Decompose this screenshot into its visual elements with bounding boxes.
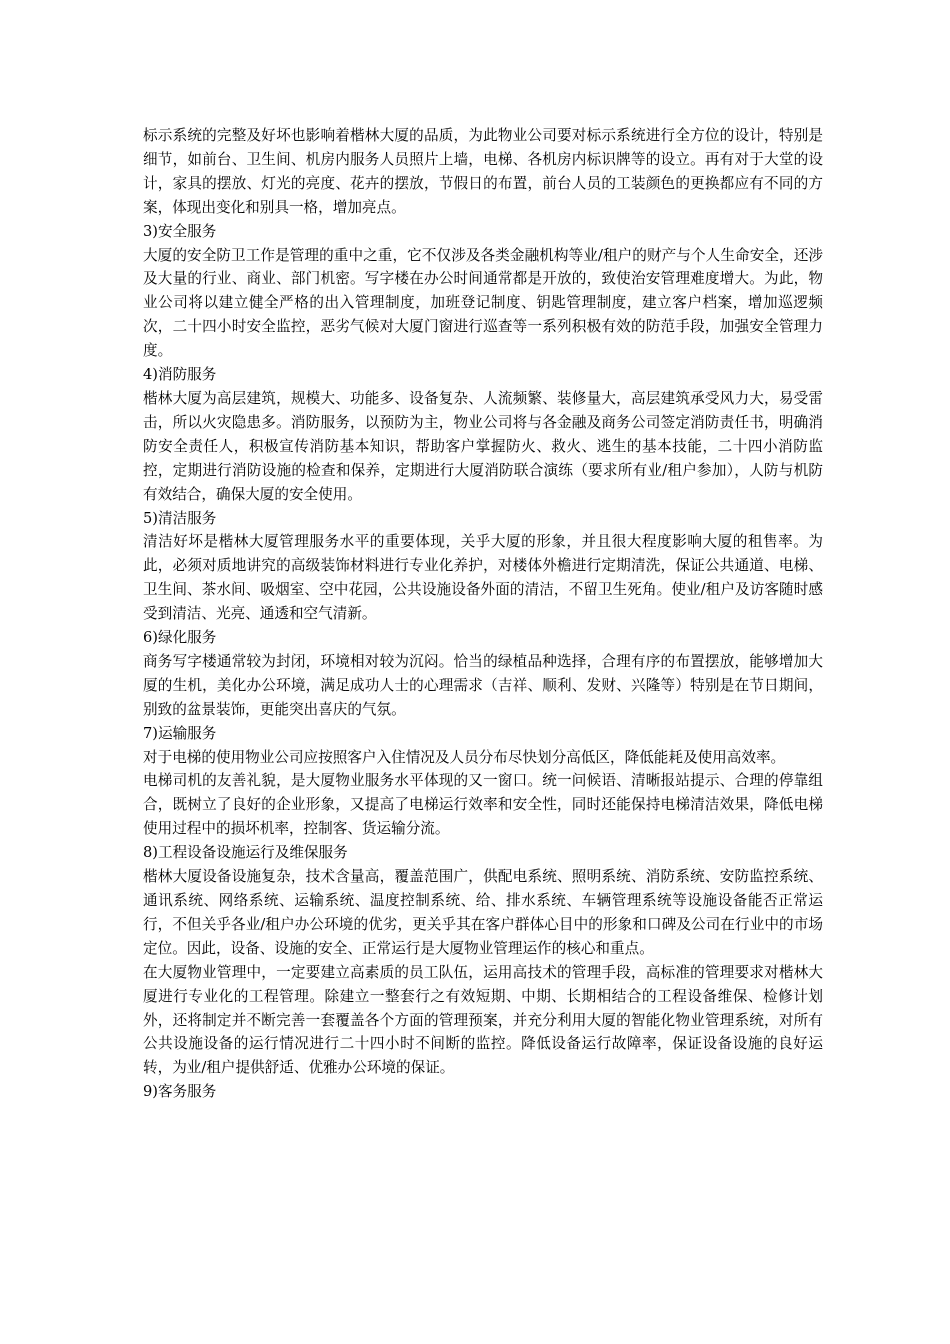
- heading-security-service: 3)安全服务: [143, 222, 217, 240]
- heading-guest-service: 9)客务服务: [143, 1083, 217, 1101]
- paragraph-security: 大厦的安全防卫工作是管理的重中之重，它不仅涉及各类金融机构等业/租户的财产与个人生命安全，还涉及大量的行业、商业、部门机密。写字楼在办公时间通常都是开放的，致使治安管理难度增大。为此，物业公司将以建立健全严格的出入管理制度，加班登记制度、钥匙管理制度，建立客户档案，增加巡逻频次，二十四小时安全监控，恶劣气候对大厦门窗进行巡查等一系列积极有效的防范手段，加强安全管理力度。: [143, 246, 823, 360]
- paragraph-elevator-operator: 电梯司机的友善礼貌，是大厦物业服务水平体现的又一窗口。统一问候语、清晰报站提示、合理的停靠组合，既树立了良好的企业形象，又提高了电梯运行效率和安全性，同时还能保持电梯清洁效果，降低电梯使用过程中的损坏机率，控制客、货运输分流。: [143, 772, 823, 838]
- heading-cleaning-service: 5)清洁服务: [143, 509, 217, 527]
- paragraph-elevator-usage: 对于电梯的使用物业公司应按照客户入住情况及人员分布尽快划分高低区，降低能耗及使用高效率。: [143, 748, 786, 766]
- paragraph-cleaning: 清洁好坏是楷林大厦管理服务水平的重要体现，关乎大厦的形象，并且很大程度影响大厦的租售率。为此，必须对质地讲究的高级装饰材料进行专业化养护，对楼体外檐进行定期清洗，保证公共通道、电梯、卫生间、茶水间、吸烟室、空中花园，公共设施设备外面的清洁，不留卫生死角。使业/租户及访客随时感受到清洁、光亮、通透和空气清新。: [143, 533, 823, 623]
- heading-engineering-service: 8)工程设备设施运行及维保服务: [143, 844, 348, 862]
- paragraph-greening: 商务写字楼通常较为封闭，环境相对较为沉闷。恰当的绿植品种选择，合理有序的布置摆放，能够增加大厦的生机，美化办公环境，满足成功人士的心理需求（吉祥、顺利、发财、兴隆等）特别是在节日期间，别致的盆景装饰，更能突出喜庆的气氛。: [143, 652, 823, 718]
- paragraph-engineering-management: 在大厦物业管理中，一定要建立高素质的员工队伍，运用高技术的管理手段，高标准的管理要求对楷林大厦进行专业化的工程管理。除建立一整套行之有效短期、中期、长期相结合的工程设备维保、检修计划外，还将制定并不断完善一套覆盖各个方面的管理预案，并充分利用大厦的智能化物业管理系统，对所有公共设施设备的运行情况进行二十四小时不间断的监控。降低设备运行故障率，保证设备设施的良好运转，为业/租户提供舒适、优雅办公环境的保证。: [143, 963, 823, 1077]
- document-page: [143, 124, 823, 1104]
- paragraph-signage: 标示系统的完整及好坏也影响着楷林大厦的品质，为此物业公司要对标示系统进行全方位的设计，特别是细节，如前台、卫生间、机房内服务人员照片上墙，电梯、各机房内标识牌等的设立。再有对于大堂的设计，家具的摆放、灯光的亮度、花卉的摆放，节假日的布置，前台人员的工装颜色的更换都应有不同的方案，体现出变化和别具一格，增加亮点。: [143, 127, 823, 216]
- heading-fire-service: 4)消防服务: [143, 366, 217, 384]
- heading-transport-service: 7)运输服务: [143, 724, 217, 742]
- paragraph-engineering-systems: 楷林大厦设备设施复杂，技术含量高，覆盖范围广，供配电系统、照明系统、消防系统、安防监控系统、通讯系统、网络系统、运输系统、温度控制系统、给、排水系统、车辆管理系统等设施设备能否正常运行，不但关乎各业/租户办公环境的优劣，更关乎其在客户群体心目中的形象和口碑及公司在行业中的市场定位。因此，设备、设施的安全、正常运行是大厦物业管理运作的核心和重点。: [143, 868, 823, 957]
- paragraph-fire: 楷林大厦为高层建筑，规模大、功能多、设备复杂、人流频繁、装修量大，高层建筑承受风力大，易受雷击，所以火灾隐患多。消防服务，以预防为主，物业公司将与各金融及商务公司签定消防责任书，明确消防安全责任人，积极宣传消防基本知识，帮助客户掌握防火、救火、逃生的基本技能，二十四小消防监控，定期进行消防设施的检查和保养，定期进行大厦消防联合演练（要求所有业/租户参加），人防与机防有效结合，确保大厦的安全使用。: [143, 389, 823, 503]
- heading-greening-service: 6)绿化服务: [143, 629, 217, 647]
